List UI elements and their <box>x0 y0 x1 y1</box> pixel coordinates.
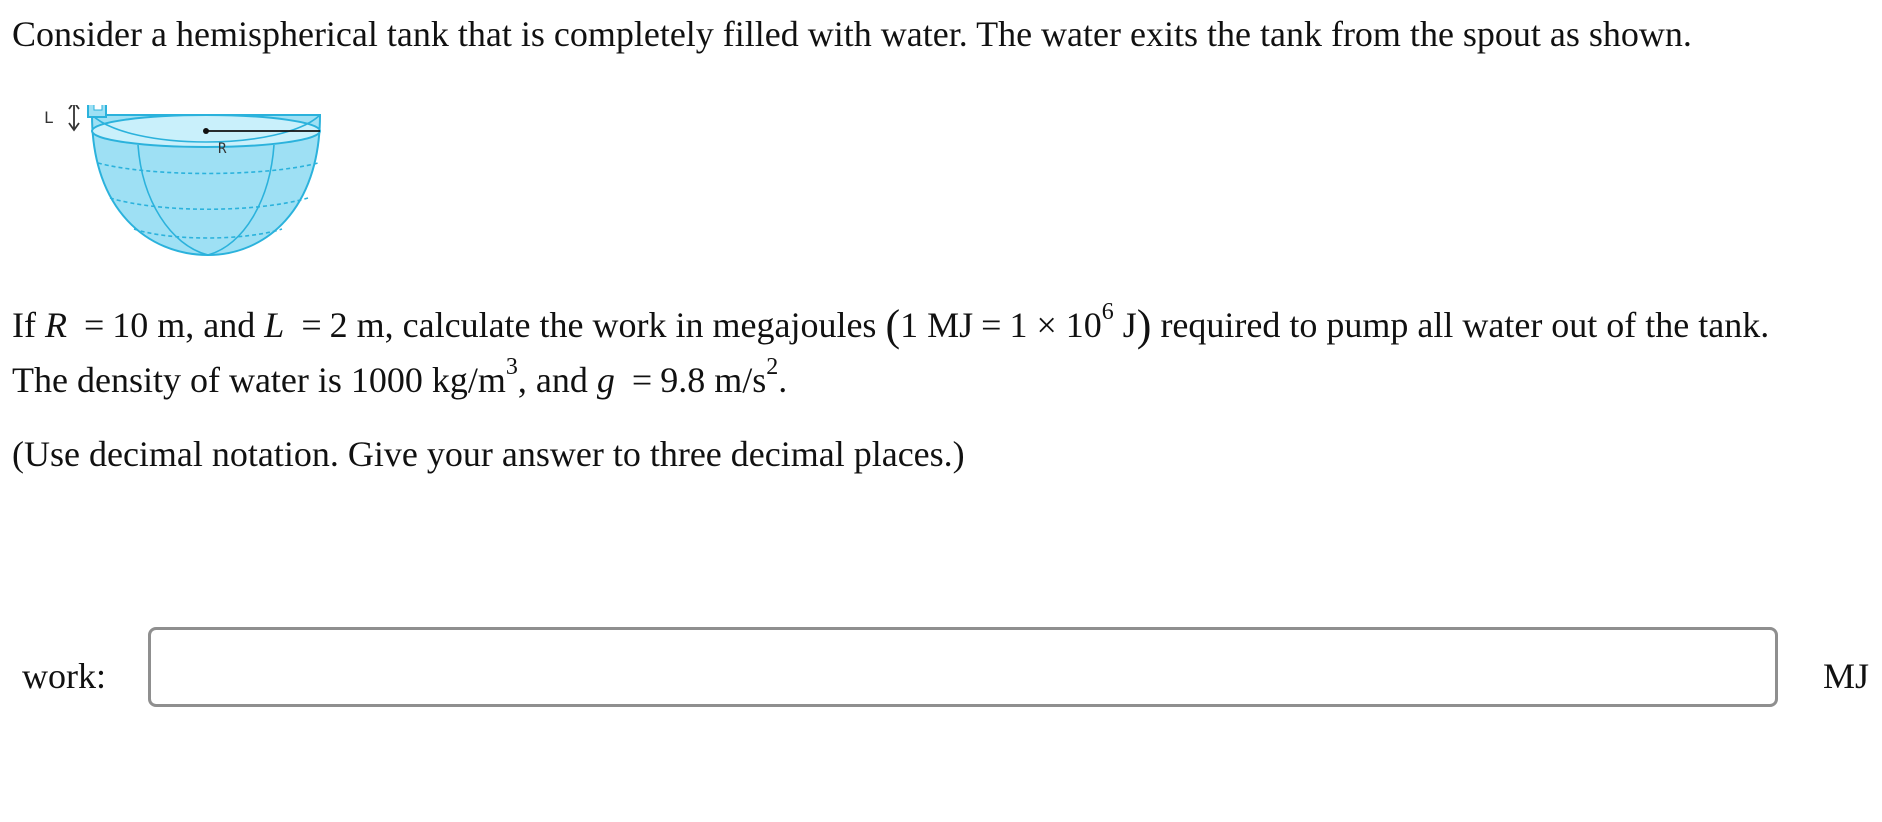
times-one: 1 × <box>1009 305 1057 345</box>
ten: 10 <box>1065 305 1102 345</box>
equals-sign: = <box>83 305 105 345</box>
equals-sign: = <box>981 305 1002 345</box>
paren-open: ( <box>885 301 901 350</box>
L-value: 2 m, calculate the work in megajoules <box>329 305 877 345</box>
var-L: L <box>264 305 285 345</box>
question-line-2 <box>12 354 788 403</box>
exponent-3: 3 <box>505 354 518 380</box>
var-g: g <box>596 360 615 400</box>
instruction-note: (Use decimal notation. Give your answer to three decimal places.) <box>12 434 965 474</box>
label-R: R <box>218 141 227 157</box>
paren-close: ) <box>1136 301 1152 350</box>
text-if: If <box>12 305 36 345</box>
g-value: 9.8 m/s <box>660 360 767 400</box>
joule-unit: J <box>1122 305 1137 345</box>
question-line-1 <box>12 299 1770 350</box>
equals-sign: = <box>631 360 653 400</box>
text-and: , and <box>517 360 588 400</box>
work-label: work: <box>22 656 106 696</box>
var-R: R <box>44 305 67 345</box>
problem-intro: Consider a hemispherical tank that is completely filled with water. The water exits the tank from the spout as shown. <box>12 14 1692 54</box>
mj-unit: 1 MJ <box>900 305 974 345</box>
equals-sign: = <box>301 305 322 345</box>
hemispherical-tank-figure <box>30 105 340 260</box>
exponent-6: 6 <box>1101 299 1114 325</box>
R-value: 10 m, and <box>112 305 256 345</box>
unit-label: MJ <box>1823 656 1870 696</box>
density-text: The density of water is 1000 kg/m <box>12 360 506 400</box>
label-L: L <box>44 108 54 127</box>
exponent-2: 2 <box>766 354 779 380</box>
period: . <box>778 360 788 400</box>
work-answer-input[interactable] <box>148 627 1778 707</box>
question-tail: required to pump all water out of the tank. <box>1160 305 1770 345</box>
